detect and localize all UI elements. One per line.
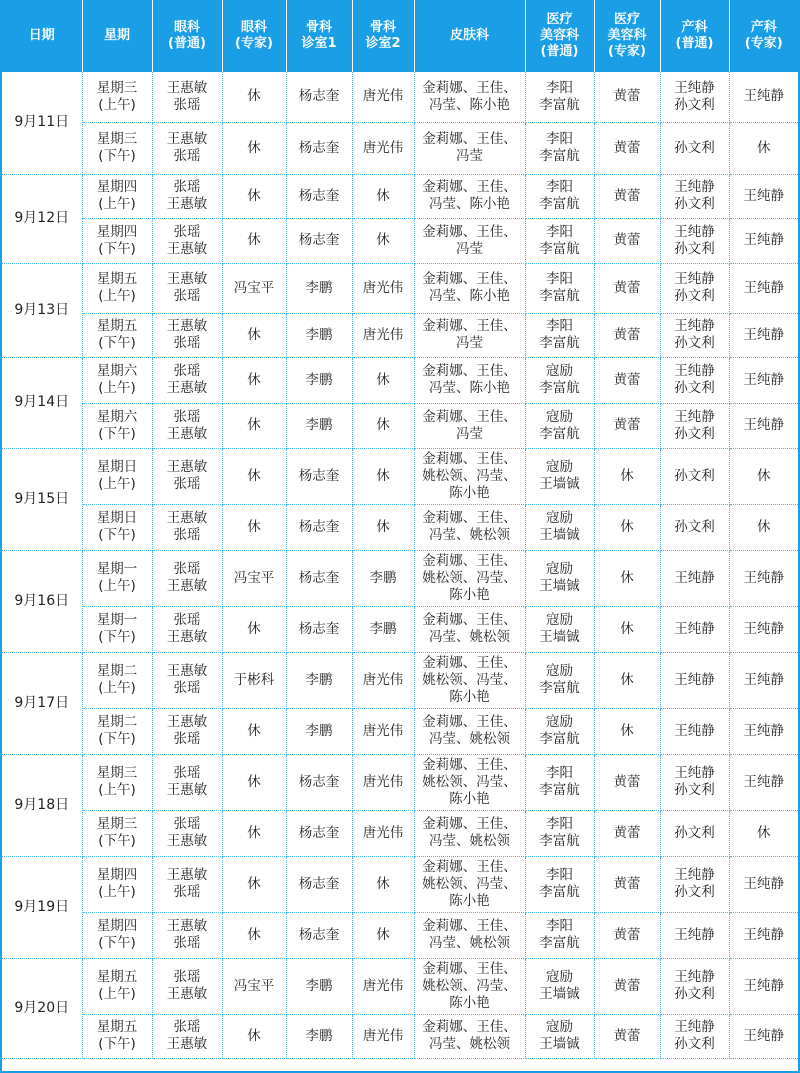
orthopedics-room1-cell: 李鹏 [286, 357, 352, 403]
cosmetology-general-cell: 李阳 李富航 [525, 313, 594, 357]
ophthalmology-general-cell: 王惠敏 张瑶 [152, 504, 222, 550]
orthopedics-room2-cell: 唐光伟 [352, 708, 414, 754]
table-row [2, 403, 798, 448]
cosmetology-expert-cell: 休 [594, 652, 660, 708]
ophthalmology-expert-cell: 休 [222, 810, 286, 856]
dermatology-cell: 金莉娜、王佳、 冯莹、姚松领 [414, 504, 525, 550]
cosmetology-expert-cell: 黄蕾 [594, 72, 660, 122]
orthopedics-room1-cell: 李鹏 [286, 313, 352, 357]
ophthalmology-expert-cell: 休 [222, 1014, 286, 1058]
ophthalmology-general-cell: 王惠敏 张瑶 [152, 708, 222, 754]
ophthalmology-expert-cell: 休 [222, 174, 286, 218]
cosmetology-general-cell: 寇励 王墙铖 [525, 448, 594, 504]
ophthalmology-general-cell: 张瑶 王惠敏 [152, 218, 222, 263]
weekday-cell: 星期日 (上午) [82, 448, 152, 504]
ophthalmology-general-cell: 张瑶 王惠敏 [152, 403, 222, 448]
weekday-cell: 星期一 (上午) [82, 550, 152, 606]
weekday-cell: 星期六 (下午) [82, 403, 152, 448]
dermatology-cell: 金莉娜、王佳、 姚松领、冯莹、 陈小艳 [414, 448, 525, 504]
cosmetology-expert-cell: 黄蕾 [594, 403, 660, 448]
header-cosmetology-expert: 医疗 美容科 (专家) [594, 0, 660, 72]
orthopedics-room1-cell: 李鹏 [286, 263, 352, 313]
ophthalmology-general-cell: 王惠敏 张瑶 [152, 912, 222, 958]
weekday-cell: 星期四 (上午) [82, 856, 152, 912]
cosmetology-general-cell: 寇励 李富航 [525, 652, 594, 708]
cosmetology-general-cell: 李阳 李富航 [525, 72, 594, 122]
orthopedics-room2-cell: 唐光伟 [352, 958, 414, 1014]
obstetrics-expert-cell: 王纯静 [729, 174, 798, 218]
cosmetology-general-cell: 寇励 王墙铖 [525, 606, 594, 652]
cosmetology-general-cell: 寇励 王墙铖 [525, 550, 594, 606]
ophthalmology-expert-cell: 休 [222, 313, 286, 357]
orthopedics-room2-cell: 唐光伟 [352, 754, 414, 810]
header-orthopedics-room1: 骨科 诊室1 [286, 0, 352, 72]
ophthalmology-expert-cell: 休 [222, 72, 286, 122]
obstetrics-expert-cell: 王纯静 [729, 754, 798, 810]
dermatology-cell: 金莉娜、王佳、 冯莹、姚松领 [414, 912, 525, 958]
date-cell: 9月20日 [2, 958, 82, 1058]
obstetrics-expert-cell: 王纯静 [729, 1014, 798, 1058]
cosmetology-expert-cell: 黄蕾 [594, 810, 660, 856]
obstetrics-general-cell: 孙文利 [660, 810, 729, 856]
cosmetology-expert-cell: 休 [594, 708, 660, 754]
cosmetology-expert-cell: 黄蕾 [594, 357, 660, 403]
orthopedics-room1-cell: 杨志奎 [286, 504, 352, 550]
header-orthopedics-room2: 骨科 诊室2 [352, 0, 414, 72]
table-row [2, 72, 798, 122]
orthopedics-room2-cell: 唐光伟 [352, 263, 414, 313]
obstetrics-expert-cell: 王纯静 [729, 606, 798, 652]
orthopedics-room1-cell: 杨志奎 [286, 856, 352, 912]
table-row [2, 504, 798, 550]
weekday-cell: 星期二 (上午) [82, 652, 152, 708]
cosmetology-general-cell: 寇励 王墙铖 [525, 1014, 594, 1058]
obstetrics-expert-cell: 王纯静 [729, 218, 798, 263]
cosmetology-expert-cell: 休 [594, 606, 660, 652]
orthopedics-room1-cell: 杨志奎 [286, 810, 352, 856]
header-ophthalmology-general: 眼科 (普通) [152, 0, 222, 72]
weekday-cell: 星期五 (下午) [82, 1014, 152, 1058]
table-row [2, 856, 798, 912]
orthopedics-room1-cell: 杨志奎 [286, 606, 352, 652]
obstetrics-general-cell: 王纯静 孙文利 [660, 856, 729, 912]
ophthalmology-expert-cell: 休 [222, 606, 286, 652]
dermatology-cell: 金莉娜、王佳、 冯莹、姚松领 [414, 708, 525, 754]
ophthalmology-expert-cell: 休 [222, 912, 286, 958]
orthopedics-room2-cell: 休 [352, 856, 414, 912]
date-cell: 9月19日 [2, 856, 82, 958]
obstetrics-general-cell: 王纯静 [660, 550, 729, 606]
weekday-cell: 星期五 (下午) [82, 313, 152, 357]
obstetrics-general-cell: 孙文利 [660, 448, 729, 504]
obstetrics-expert-cell: 休 [729, 122, 798, 174]
obstetrics-expert-cell: 休 [729, 810, 798, 856]
cosmetology-general-cell: 李阳 李富航 [525, 174, 594, 218]
dermatology-cell: 金莉娜、王佳、 姚松领、冯莹、 陈小艳 [414, 958, 525, 1014]
weekday-cell: 星期四 (下午) [82, 218, 152, 263]
cosmetology-general-cell: 寇励 王墙铖 [525, 504, 594, 550]
ophthalmology-general-cell: 王惠敏 张瑶 [152, 652, 222, 708]
ophthalmology-general-cell: 张瑶 王惠敏 [152, 754, 222, 810]
table-row [2, 1014, 798, 1058]
table-row [2, 958, 798, 1014]
dermatology-cell: 金莉娜、王佳、 姚松领、冯莹、 陈小艳 [414, 754, 525, 810]
table-row [2, 912, 798, 958]
obstetrics-general-cell: 王纯静 孙文利 [660, 357, 729, 403]
dermatology-cell: 金莉娜、王佳、 冯莹、姚松领 [414, 810, 525, 856]
header-dermatology: 皮肤科 [414, 0, 525, 72]
cosmetology-general-cell: 李阳 李富航 [525, 754, 594, 810]
header-ophthalmology-expert: 眼科 (专家) [222, 0, 286, 72]
orthopedics-room1-cell: 李鹏 [286, 1014, 352, 1058]
ophthalmology-general-cell: 张瑶 王惠敏 [152, 1014, 222, 1058]
weekday-cell: 星期五 (上午) [82, 263, 152, 313]
ophthalmology-general-cell: 张瑶 王惠敏 [152, 550, 222, 606]
obstetrics-expert-cell: 王纯静 [729, 357, 798, 403]
obstetrics-expert-cell: 王纯静 [729, 652, 798, 708]
ophthalmology-expert-cell: 休 [222, 357, 286, 403]
orthopedics-room2-cell: 唐光伟 [352, 1014, 414, 1058]
ophthalmology-general-cell: 张瑶 王惠敏 [152, 606, 222, 652]
obstetrics-general-cell: 王纯静 孙文利 [660, 218, 729, 263]
ophthalmology-general-cell: 王惠敏 张瑶 [152, 72, 222, 122]
cosmetology-expert-cell: 黄蕾 [594, 856, 660, 912]
obstetrics-general-cell: 王纯静 [660, 708, 729, 754]
obstetrics-expert-cell: 王纯静 [729, 912, 798, 958]
obstetrics-expert-cell: 王纯静 [729, 313, 798, 357]
obstetrics-expert-cell: 王纯静 [729, 72, 798, 122]
dermatology-cell: 金莉娜、王佳、 姚松领、冯莹、 陈小艳 [414, 652, 525, 708]
cosmetology-general-cell: 寇励 李富航 [525, 708, 594, 754]
header-date: 日期 [2, 0, 82, 72]
cosmetology-general-cell: 李阳 李富航 [525, 263, 594, 313]
obstetrics-expert-cell: 王纯静 [729, 550, 798, 606]
dermatology-cell: 金莉娜、王佳、 冯莹、陈小艳 [414, 72, 525, 122]
obstetrics-general-cell: 王纯静 孙文利 [660, 1014, 729, 1058]
cosmetology-expert-cell: 休 [594, 550, 660, 606]
weekday-cell: 星期日 (下午) [82, 504, 152, 550]
ophthalmology-general-cell: 王惠敏 张瑶 [152, 448, 222, 504]
table-row [2, 357, 798, 403]
ophthalmology-expert-cell: 冯宝平 [222, 550, 286, 606]
ophthalmology-expert-cell: 休 [222, 122, 286, 174]
table-row [2, 606, 798, 652]
orthopedics-room2-cell: 休 [352, 448, 414, 504]
date-cell: 9月18日 [2, 754, 82, 856]
ophthalmology-expert-cell: 冯宝平 [222, 263, 286, 313]
orthopedics-room1-cell: 李鹏 [286, 652, 352, 708]
ophthalmology-expert-cell: 休 [222, 403, 286, 448]
obstetrics-expert-cell: 休 [729, 448, 798, 504]
weekday-cell: 星期五 (上午) [82, 958, 152, 1014]
obstetrics-general-cell: 王纯静 孙文利 [660, 263, 729, 313]
orthopedics-room1-cell: 李鹏 [286, 403, 352, 448]
dermatology-cell: 金莉娜、王佳、 冯莹、陈小艳 [414, 357, 525, 403]
table-row [2, 708, 798, 754]
obstetrics-expert-cell: 王纯静 [729, 708, 798, 754]
orthopedics-room2-cell: 休 [352, 403, 414, 448]
table-row [2, 652, 798, 708]
weekday-cell: 星期三 (上午) [82, 754, 152, 810]
cosmetology-general-cell: 寇励 李富航 [525, 357, 594, 403]
cosmetology-general-cell: 李阳 李富航 [525, 912, 594, 958]
dermatology-cell: 金莉娜、王佳、 冯莹、陈小艳 [414, 263, 525, 313]
cosmetology-expert-cell: 休 [594, 504, 660, 550]
weekday-cell: 星期三 (上午) [82, 72, 152, 122]
orthopedics-room2-cell: 休 [352, 357, 414, 403]
header-weekday: 星期 [82, 0, 152, 72]
cosmetology-general-cell: 李阳 李富航 [525, 810, 594, 856]
date-cell: 9月14日 [2, 357, 82, 448]
orthopedics-room2-cell: 休 [352, 504, 414, 550]
dermatology-cell: 金莉娜、王佳、 冯莹 [414, 403, 525, 448]
date-cell: 9月16日 [2, 550, 82, 652]
date-cell: 9月17日 [2, 652, 82, 754]
ophthalmology-expert-cell: 休 [222, 708, 286, 754]
obstetrics-general-cell: 王纯静 孙文利 [660, 754, 729, 810]
table-row [2, 218, 798, 263]
obstetrics-expert-cell: 休 [729, 504, 798, 550]
date-cell: 9月15日 [2, 448, 82, 550]
table-row [2, 448, 798, 504]
header-cosmetology-general: 医疗 美容科 (普通) [525, 0, 594, 72]
obstetrics-general-cell: 孙文利 [660, 504, 729, 550]
orthopedics-room2-cell: 李鹏 [352, 606, 414, 652]
dermatology-cell: 金莉娜、王佳、 冯莹 [414, 218, 525, 263]
ophthalmology-expert-cell: 休 [222, 856, 286, 912]
ophthalmology-general-cell: 王惠敏 张瑶 [152, 122, 222, 174]
orthopedics-room1-cell: 杨志奎 [286, 912, 352, 958]
obstetrics-general-cell: 王纯静 孙文利 [660, 313, 729, 357]
obstetrics-general-cell: 王纯静 孙文利 [660, 174, 729, 218]
table-row [2, 550, 798, 606]
dermatology-cell: 金莉娜、王佳、 冯莹、姚松领 [414, 606, 525, 652]
obstetrics-expert-cell: 王纯静 [729, 856, 798, 912]
dermatology-cell: 金莉娜、王佳、 姚松领、冯莹、 陈小艳 [414, 856, 525, 912]
cosmetology-general-cell: 李阳 李富航 [525, 122, 594, 174]
ophthalmology-general-cell: 张瑶 王惠敏 [152, 174, 222, 218]
weekday-cell: 星期四 (下午) [82, 912, 152, 958]
weekday-cell: 星期二 (下午) [82, 708, 152, 754]
table-row [2, 754, 798, 810]
orthopedics-room2-cell: 唐光伟 [352, 122, 414, 174]
table-row [2, 174, 798, 218]
cosmetology-expert-cell: 黄蕾 [594, 1014, 660, 1058]
obstetrics-expert-cell: 王纯静 [729, 263, 798, 313]
orthopedics-room2-cell: 李鹏 [352, 550, 414, 606]
orthopedics-room2-cell: 唐光伟 [352, 652, 414, 708]
orthopedics-room2-cell: 唐光伟 [352, 72, 414, 122]
header-obstetrics-general: 产科 (普通) [660, 0, 729, 72]
cosmetology-expert-cell: 黄蕾 [594, 174, 660, 218]
ophthalmology-general-cell: 张瑶 王惠敏 [152, 810, 222, 856]
orthopedics-room1-cell: 李鹏 [286, 958, 352, 1014]
cosmetology-expert-cell: 黄蕾 [594, 912, 660, 958]
cosmetology-expert-cell: 黄蕾 [594, 122, 660, 174]
cosmetology-general-cell: 李阳 李富航 [525, 856, 594, 912]
obstetrics-general-cell: 王纯静 [660, 652, 729, 708]
obstetrics-general-cell: 王纯静 孙文利 [660, 72, 729, 122]
orthopedics-room1-cell: 杨志奎 [286, 72, 352, 122]
orthopedics-room1-cell: 杨志奎 [286, 122, 352, 174]
table-row [2, 263, 798, 313]
orthopedics-room2-cell: 休 [352, 912, 414, 958]
ophthalmology-expert-cell: 休 [222, 218, 286, 263]
obstetrics-general-cell: 王纯静 [660, 606, 729, 652]
date-cell: 9月12日 [2, 174, 82, 263]
ophthalmology-general-cell: 王惠敏 张瑶 [152, 856, 222, 912]
obstetrics-expert-cell: 王纯静 [729, 958, 798, 1014]
date-cell: 9月11日 [2, 72, 82, 174]
cosmetology-general-cell: 李阳 李富航 [525, 218, 594, 263]
cosmetology-expert-cell: 休 [594, 448, 660, 504]
ophthalmology-expert-cell: 于彬科 [222, 652, 286, 708]
table-row [2, 313, 798, 357]
ophthalmology-expert-cell: 休 [222, 504, 286, 550]
ophthalmology-general-cell: 张瑶 王惠敏 [152, 357, 222, 403]
orthopedics-room2-cell: 休 [352, 174, 414, 218]
orthopedics-room1-cell: 杨志奎 [286, 550, 352, 606]
orthopedics-room1-cell: 杨志奎 [286, 218, 352, 263]
obstetrics-general-cell: 王纯静 孙文利 [660, 958, 729, 1014]
weekday-cell: 星期三 (下午) [82, 122, 152, 174]
dermatology-cell: 金莉娜、王佳、 冯莹 [414, 122, 525, 174]
dermatology-cell: 金莉娜、王佳、 冯莹、姚松领 [414, 1014, 525, 1058]
table-row [2, 810, 798, 856]
obstetrics-general-cell: 王纯静 孙文利 [660, 403, 729, 448]
header-obstetrics-expert: 产科 (专家) [729, 0, 798, 72]
ophthalmology-general-cell: 王惠敏 张瑶 [152, 263, 222, 313]
obstetrics-general-cell: 孙文利 [660, 122, 729, 174]
weekday-cell: 星期六 (上午) [82, 357, 152, 403]
orthopedics-room2-cell: 唐光伟 [352, 313, 414, 357]
orthopedics-room1-cell: 杨志奎 [286, 754, 352, 810]
orthopedics-room2-cell: 休 [352, 218, 414, 263]
cosmetology-expert-cell: 黄蕾 [594, 313, 660, 357]
ophthalmology-expert-cell: 休 [222, 448, 286, 504]
dermatology-cell: 金莉娜、王佳、 姚松领、冯莹、 陈小艳 [414, 550, 525, 606]
orthopedics-room2-cell: 唐光伟 [352, 810, 414, 856]
ophthalmology-expert-cell: 冯宝平 [222, 958, 286, 1014]
orthopedics-room1-cell: 李鹏 [286, 708, 352, 754]
cosmetology-general-cell: 寇励 王墙铖 [525, 958, 594, 1014]
orthopedics-room1-cell: 杨志奎 [286, 448, 352, 504]
schedule-body [2, 72, 798, 1058]
weekday-cell: 星期三 (下午) [82, 810, 152, 856]
cosmetology-expert-cell: 黄蕾 [594, 754, 660, 810]
cosmetology-general-cell: 寇励 李富航 [525, 403, 594, 448]
dermatology-cell: 金莉娜、王佳、 冯莹 [414, 313, 525, 357]
orthopedics-room1-cell: 杨志奎 [286, 174, 352, 218]
table-row [2, 122, 798, 174]
header-row [2, 0, 798, 72]
cosmetology-expert-cell: 黄蕾 [594, 958, 660, 1014]
cosmetology-expert-cell: 黄蕾 [594, 218, 660, 263]
ophthalmology-expert-cell: 休 [222, 754, 286, 810]
ophthalmology-general-cell: 张瑶 王惠敏 [152, 958, 222, 1014]
duty-schedule-table [2, 0, 798, 1059]
dermatology-cell: 金莉娜、王佳、 冯莹、陈小艳 [414, 174, 525, 218]
weekday-cell: 星期一 (下午) [82, 606, 152, 652]
weekday-cell: 星期四 (上午) [82, 174, 152, 218]
date-cell: 9月13日 [2, 263, 82, 357]
obstetrics-general-cell: 王纯静 [660, 912, 729, 958]
obstetrics-expert-cell: 王纯静 [729, 403, 798, 448]
ophthalmology-general-cell: 王惠敏 张瑶 [152, 313, 222, 357]
cosmetology-expert-cell: 黄蕾 [594, 263, 660, 313]
